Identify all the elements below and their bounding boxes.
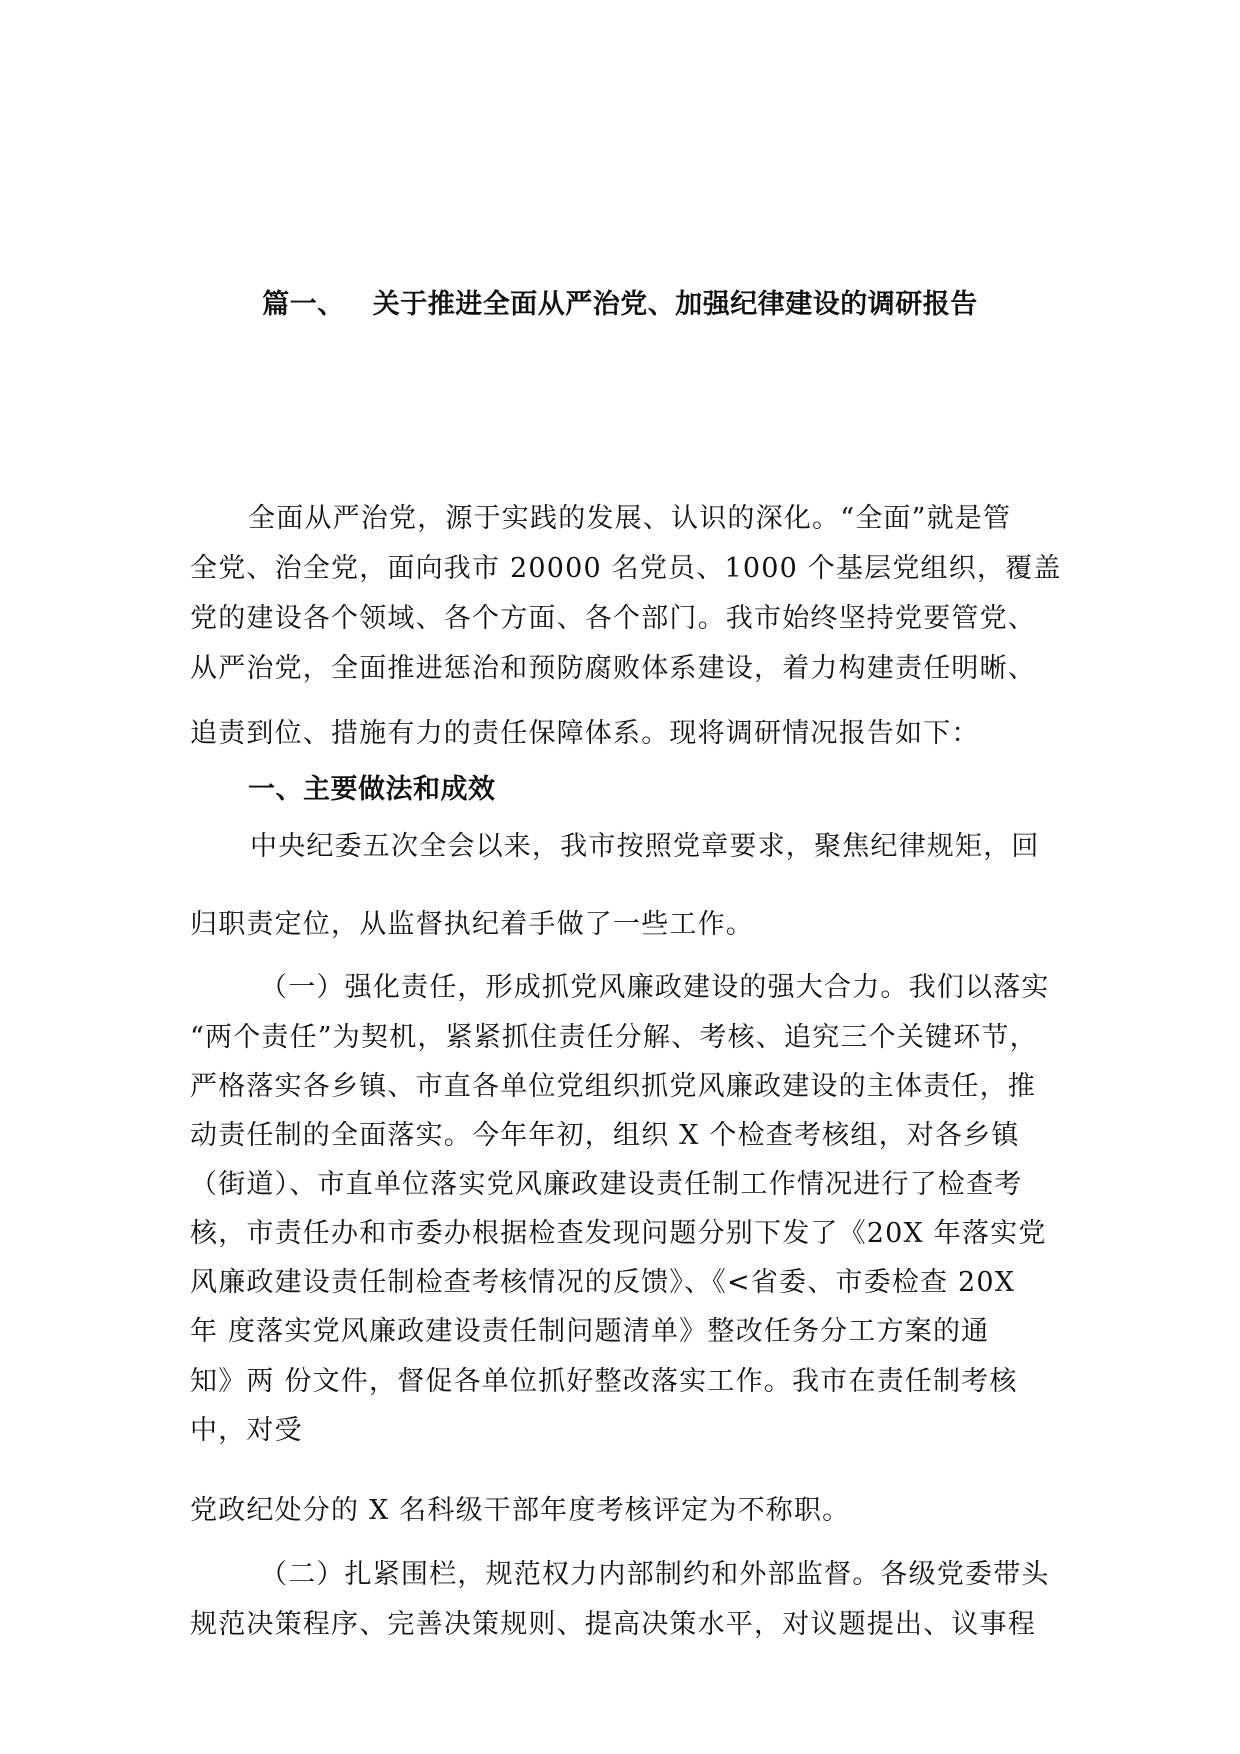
paragraph-line: 核，市责任办和市委办根据检查发现问题分别下发了《20X 年落实党 [190, 1218, 1047, 1249]
paragraph-line: 党政纪处分的 X 名科级干部年度考核评定为不称职。 [190, 1495, 851, 1526]
paragraph-line: （一）强化责任，形成抓党风廉政建设的强大合力。我们以落实 [260, 972, 1050, 1003]
paragraph-line: （二）扎紧围栏，规范权力内部制约和外部监督。各级党委带头 [260, 1559, 1050, 1590]
title-label: 篇一、 [262, 289, 345, 320]
document-title [0, 287, 1240, 323]
paragraph-line: 风廉政建设责任制检查考核情况的反馈》、《<省委、市委检查 20X [190, 1267, 1016, 1298]
paragraph-line: （街道）、市直单位落实党风廉政建设责任制工作情况进行了检查考 [190, 1169, 1023, 1200]
paragraph-line: 追责到位、措施有力的责任保障体系。现将调研情况报告如下： [190, 718, 980, 749]
paragraph-line: 全面从严治党，源于实践的发展、认识的深化。“全面”就是管 [248, 503, 1012, 534]
paragraph-line: 从严治党，全面推进惩治和预防腐败体系建设，着力构建责任明晰、 [190, 653, 1036, 684]
paragraph-line: 全党、治全党，面向我市 20000 名党员、1000 个基层党组织，覆盖 [190, 553, 1062, 584]
section-heading: 一、主要做法和成效 [248, 774, 496, 805]
paragraph-line: 规范决策程序、完善决策规则、提高决策水平，对议题提出、议事程 [190, 1609, 1036, 1640]
paragraph-line: “两个责任”为契机，紧紧抓住责任分解、考核、追究三个关键环节， [190, 1022, 1038, 1053]
paragraph-line: 中央纪委五次全会以来，我市按照党章要求，聚焦纪律规矩，回 [250, 831, 1040, 862]
paragraph-line: 严格落实各乡镇、市直各单位党组织抓党风廉政建设的主体责任，推 [190, 1071, 1036, 1102]
paragraph-line: 动责任制的全面落实。今年年初，组织 X 个检查考核组，对各乡镇 [190, 1120, 1020, 1151]
paragraph-line: 年 度落实党风廉政建设责任制问题清单》整改任务分工方案的通 [190, 1316, 990, 1347]
paragraph-line: 知》两 份文件，督促各单位抓好整改落实工作。我市在责任制考核 [190, 1366, 1018, 1397]
paragraph-line: 中，对受 [190, 1415, 303, 1446]
paragraph-line: 归职责定位，从监督执纪着手做了一些工作。 [190, 909, 754, 940]
title-text: 关于推进全面从严治党、加强纪律建设的调研报告 [372, 289, 978, 320]
paragraph-line: 党的建设各个领域、各个方面、各个部门。我市始终坚持党要管党、 [190, 603, 1036, 634]
